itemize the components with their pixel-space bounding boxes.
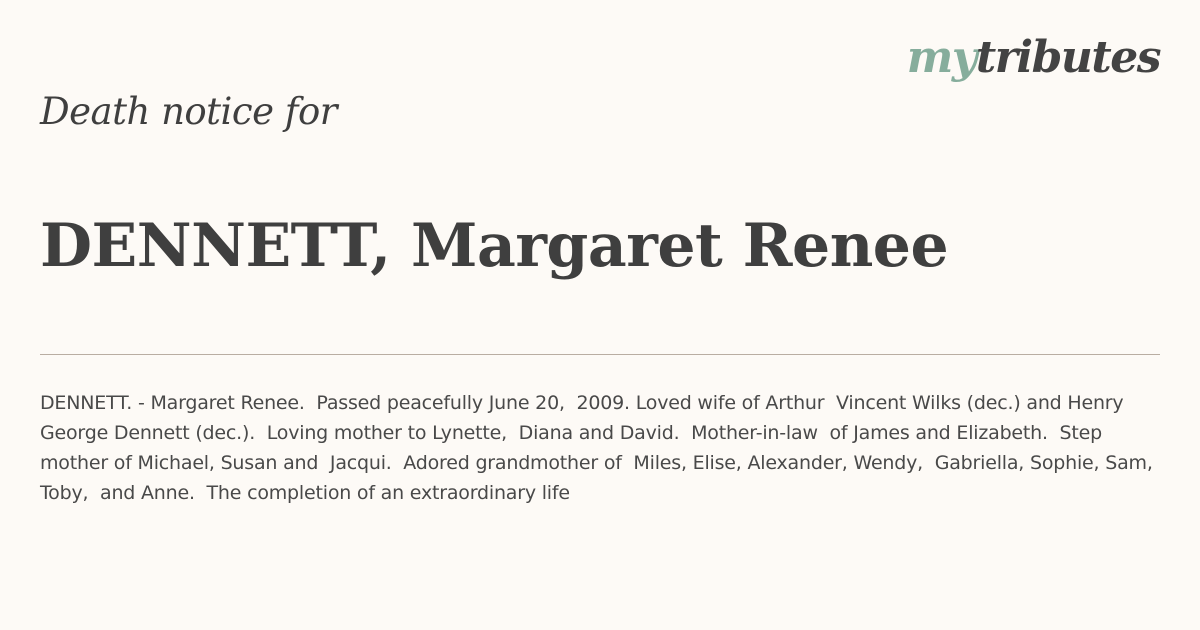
logo-prefix: my — [906, 32, 976, 83]
mytributes-logo — [906, 32, 1160, 83]
death-notice-heading: Death notice for — [40, 90, 337, 133]
notice-body: DENNETT. - Margaret Renee. Passed peacefully June 20, 2009. Loved wife of Arthur Vincent Wilks (dec.) and Henry George Dennett (dec.). Loving mother to Lynette, Diana and David. Mother-in-law of James and Elizabeth. Step mother of Michael, Susan and Jacqui. Adored grandmother of Miles, Elise, Alexander, Wendy, Gabriella, Sophie, Sam, Toby, and Anne. The completion of an extraordinary life — [40, 392, 1159, 504]
deceased-name: DENNETT, Margaret Renee — [40, 211, 949, 281]
divider — [40, 354, 1160, 355]
logo-suffix: tributes — [975, 32, 1160, 83]
